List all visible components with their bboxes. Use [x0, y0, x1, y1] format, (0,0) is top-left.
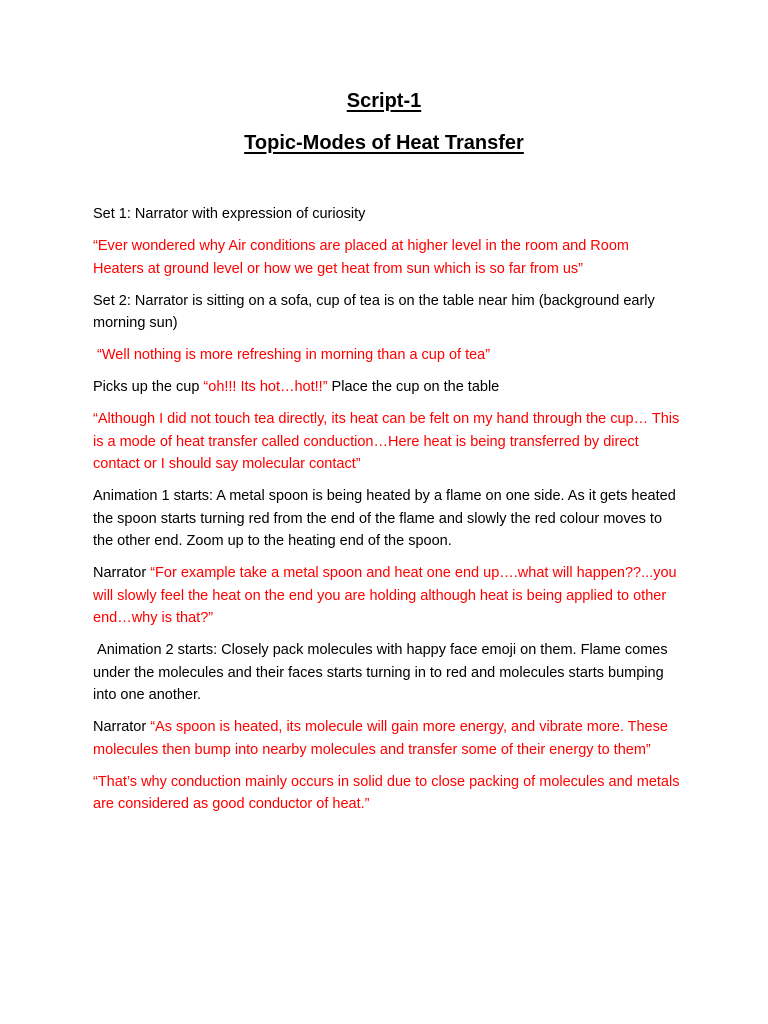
narrator-quote-1: “Ever wondered why Air conditions are placed at higher level in the room and Room Heaters at ground level or how we get heat from sun which is so far from us” [93, 238, 629, 277]
narrator-quote-6: “That’s why conduction mainly occurs in solid due to close packing of molecules and metals are considered as good conductor of heat.” [93, 773, 680, 812]
narrator-speaker: Narrator [93, 719, 151, 735]
narrator-quote-4: “For example take a metal spoon and heat one end up….what will happen??...you will slowly feel the heat on the end you are holding although heat is being applied to other end…why is that?” [93, 565, 677, 626]
script-title: Script-1 [346, 90, 422, 112]
animation-1-direction: Animation 1 starts: A metal spoon is being heated by a flame on one side. As it gets heated the spoon starts turning red from the end of the flame and slowly the red colour moves to the other end. Zoom up to the heating end of the spoon. [93, 488, 676, 549]
set-1-direction: Set 1: Narrator with expression of curiosity [93, 206, 366, 222]
set-2-direction: Set 2: Narrator is sitting on a sofa, cup of tea is on the table near him (background early morning sun) [93, 292, 655, 331]
narrator-quote-2: “Well nothing is more refreshing in morning than a cup of tea” [93, 347, 491, 363]
narrator-quote-5: “As spoon is heated, its molecule will gain more energy, and vibrate more. These molecules then bump into nearby molecules and transfer some of their energy to them” [93, 719, 668, 758]
script-body [93, 203, 683, 825]
topic-title: Topic-Modes of Heat Transfer [244, 132, 524, 154]
narrator-speaker: Narrator [93, 565, 151, 581]
cup-action-quote: “oh!!! Its hot…hot!!” [203, 379, 328, 395]
narrator-quote-3: “Although I did not touch tea directly, its heat can be felt on my hand through the cup… This is a mode of heat transfer called conduction…Here heat is being transferred by direct contact or I should say molecular contact” [93, 411, 680, 472]
narrator-line-4 [93, 562, 683, 630]
cup-action-after: Place the cup on the table [327, 379, 500, 395]
cup-action-line [93, 376, 683, 399]
animation-2-direction: Animation 2 starts: Closely pack molecules with happy face emoji on them. Flame comes under the molecules and their faces starts turning in to red and molecules starts bumping into one another. [93, 642, 672, 703]
narrator-line-5 [93, 716, 683, 761]
cup-action-before: Picks up the cup [93, 379, 204, 395]
